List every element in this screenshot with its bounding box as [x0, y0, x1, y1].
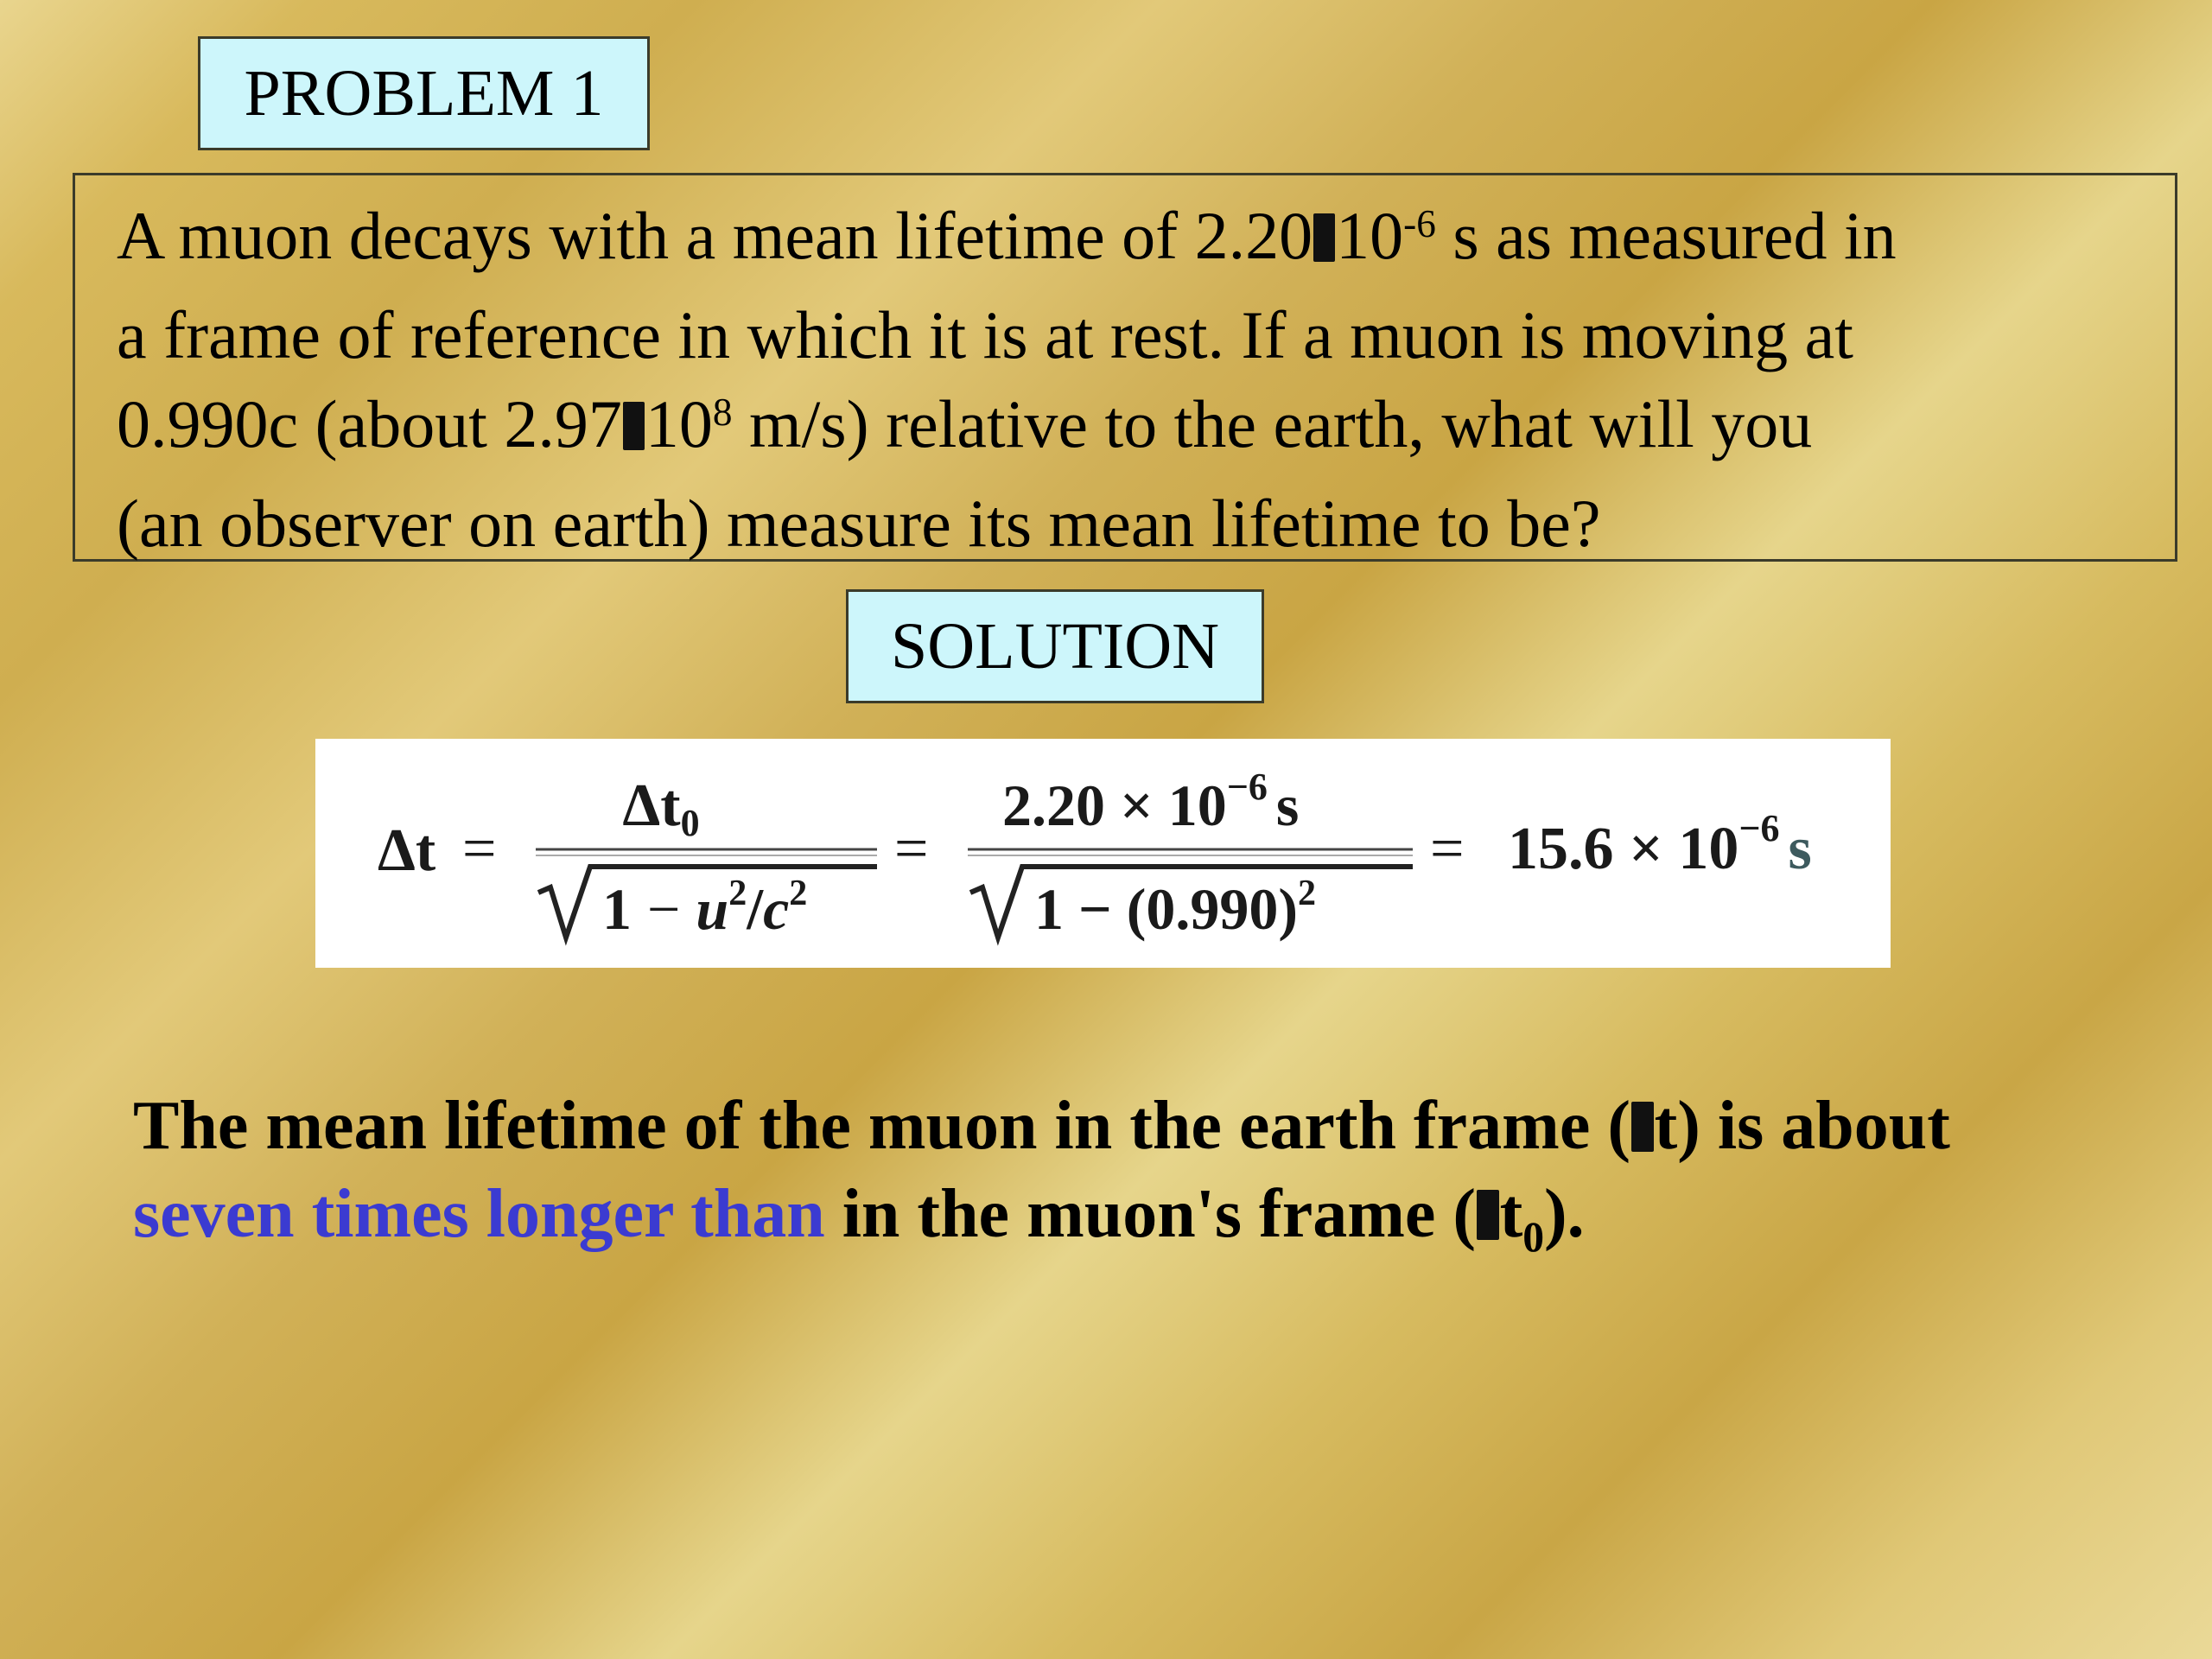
conclusion-text-part: t) is about [1654, 1088, 1950, 1164]
missing-glyph-icon [623, 402, 645, 450]
fraction-2-denominator: $1 - (0.990)^2$ [1034, 874, 1317, 942]
conclusion-text [133, 1082, 2120, 1267]
equation-lhs: Δt [378, 817, 436, 884]
problem-label: PROBLEM 1 [198, 36, 650, 150]
equation-panel [315, 739, 1891, 968]
problem-line-3 [117, 379, 2140, 479]
problem-text: 10 [645, 386, 713, 461]
solution-label: SOLUTION [846, 589, 1264, 703]
problem-text: 10 [1336, 198, 1404, 273]
conclusion-text-part: t [1499, 1176, 1523, 1252]
highlighted-phrase: seven times longer than [133, 1176, 825, 1252]
problem-line-2: a frame of reference in which it is at rest. If a muon is moving at [117, 297, 1853, 372]
conclusion-line-2 [133, 1170, 2120, 1267]
problem-text: A muon decays with a mean lifetime of 2.20 [117, 198, 1313, 273]
missing-glyph-icon [1313, 213, 1335, 262]
fraction-1-denominator: $1 - u^2/c^2$ [602, 874, 808, 942]
exponent: 8 [712, 391, 733, 435]
conclusion-text-part: ). [1544, 1176, 1585, 1252]
problem-line-1 [117, 191, 2140, 290]
subscript: 0 [1522, 1213, 1545, 1262]
problem-text: m/s) relative to the earth, what will you [732, 386, 1813, 461]
fraction-2-numerator: $2.20 \times 10^{-6}$ s [1002, 766, 1300, 838]
conclusion-text-part: The mean lifetime of the muon in the earth frame ( [133, 1088, 1630, 1164]
equation-result: $15.6 \times 10^{-6}$ s [1508, 807, 1812, 882]
equals-sign: = [1430, 816, 1465, 882]
conclusion-text-part: in the muon's frame ( [824, 1176, 1476, 1252]
equals-sign: = [462, 816, 497, 882]
missing-glyph-icon [1631, 1102, 1654, 1152]
conclusion-line-1 [133, 1082, 2120, 1170]
exponent: -6 [1403, 202, 1436, 246]
missing-glyph-icon [1477, 1190, 1499, 1240]
problem-line-4: (an observer on earth) measure its mean lifetime to be? [117, 486, 1601, 561]
equals-sign: = [894, 816, 929, 882]
problem-text: 0.990c (about 2.97 [117, 386, 622, 461]
problem-statement [73, 173, 2177, 562]
problem-text: s as measured in [1435, 198, 1897, 273]
fraction-1-numerator: Δt0 [622, 772, 700, 844]
